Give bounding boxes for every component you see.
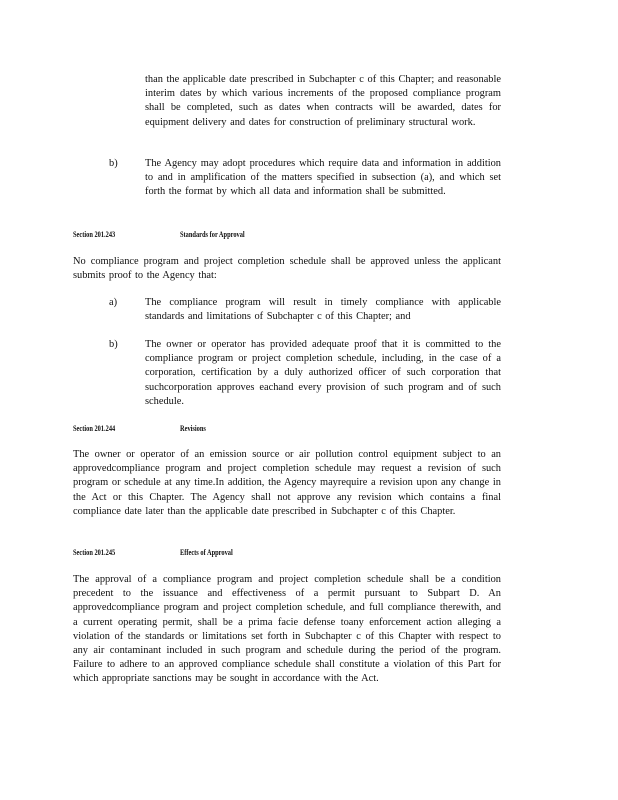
section-245-title: Effects of Approval [180,548,233,557]
section-243-item-a-label: a) [109,297,118,308]
section-245-text: The approval of a compliance program and project completion schedule shall be a condition precedent to the issuance and effectiveness of a permit pursuant to Subpart D. An approvedcompliance program and project completion schedule, and full compliance therewith, and a current operating permit, shall be a prima facie defense toany enforcement action alleging a violation of the standards or limitations set forth in Subchapter c of this Chapter with respect to any air contaminant included in such program and schedule during the period of the program. Failure to adhere to an approved compliance schedule shall constitute a violation of this Part for which appropriate sanctions may be sought in accordance with the Act. [73,574,501,685]
section-243-item-b-text: The owner or operator has provided adequate proof that it is committed to the compliance program or project completion schedule, including, in the case of a corporation, certification by a duly authorized officer of such corporation that suchcorporation approves eachand every provision of such program and of such schedule. [145,339,501,407]
section-245-number: Section 201.245 [73,548,116,557]
section-243-number: Section 201.243 [73,230,116,239]
section-244-number: Section 201.244 [73,424,116,433]
continuation-paragraph: than the applicable date prescribed in Subchapter c of this Chapter; and reasonable interim dates by which various increments of the proposed compliance program shall be completed, such as dates when contracts will be awarded, dates for equipment delivery and dates for construction of preliminary structural work. [145,74,501,128]
section-243-item-a-text: The compliance program will result in timely compliance with applicable standards and limitations of Subchapter c of this Chapter; and [145,297,501,323]
section-244-title: Revisions [180,424,206,433]
section-244-text: The owner or operator of an emission source or air pollution control equipment subject to an approvedcompliance program and project completion schedule may request a revision of such program or schedule at any time.In addition, the Agency mayrequire a revision upon any change in the Act or this Chapter. The Agency shall not approve any revision which contains a final compliance date later than the applicable date prescribed in Subchapter c of this Chapter. [73,449,501,517]
section-243-intro: No compliance program and project completion schedule shall be approved unless the applicant submits proof to the Agency that: [73,256,501,282]
item-b-label: b) [109,158,118,169]
item-b-text: The Agency may adopt procedures which require data and information in addition to and in amplification of the matters specified in subsection (a), and which set forth the format by which all data and information shall be submitted. [145,158,501,198]
section-243-title: Standards for Approval [180,230,245,239]
section-243-item-b-label: b) [109,339,118,350]
